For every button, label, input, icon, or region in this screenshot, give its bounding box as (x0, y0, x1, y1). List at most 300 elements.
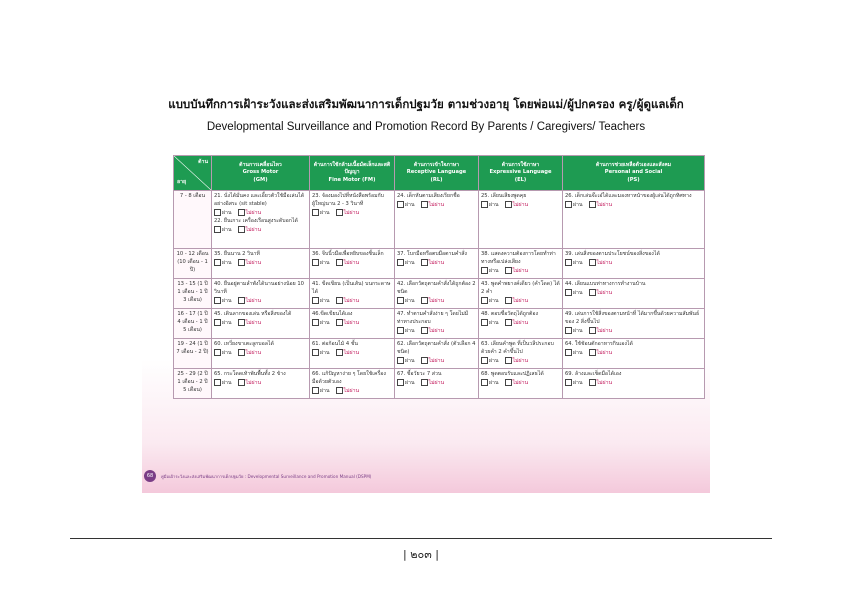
footer-text: คู่มือเฝ้าระวังและส่งเสริมพัฒนาการเด็กปฐมวัย : Developmental Surveillance and Promotion Manual (DSPM) (161, 473, 372, 479)
milestone-cell (395, 339, 479, 369)
pass-label: ผ่าน (573, 202, 583, 209)
pass-label: ผ่าน (405, 328, 415, 335)
milestone-cell (395, 309, 479, 339)
pass-checkbox[interactable] (312, 209, 319, 216)
corner-age-label: อายุ (177, 179, 187, 186)
milestone-text: 66. แก้ปัญหาง่าย ๆ โดยใช้เครื่องมือด้วยตัวเอง (312, 371, 386, 386)
milestone-text: 26. เด็กเล่นจ๊ะเอ๋ได้และมองหาหน้าของผู้เล่นได้ถูกทิศทาง (565, 193, 692, 199)
pass-label: ผ่าน (405, 358, 415, 365)
pass-fail-options (214, 319, 307, 327)
fail-label: ไม่ผ่าน (343, 298, 360, 305)
fail-option[interactable] (421, 298, 445, 304)
fail-option[interactable] (238, 210, 262, 216)
pass-fail-options (565, 259, 702, 267)
table-body (174, 191, 705, 399)
milestone-text: 67. ชี้อวัยวะ 7 ส่วน (397, 371, 442, 377)
fail-checkbox[interactable] (421, 201, 428, 208)
fail-option[interactable] (336, 260, 360, 266)
fail-label: ไม่ผ่าน (343, 210, 360, 217)
pass-label: ผ่าน (320, 210, 330, 217)
pass-fail-options (565, 379, 702, 387)
fail-option[interactable] (238, 380, 262, 386)
page-number: | ๒๐๓ | (403, 548, 439, 561)
pass-label: ผ่าน (489, 268, 499, 275)
fail-checkbox[interactable] (505, 267, 512, 274)
fail-checkbox[interactable] (238, 226, 245, 233)
pass-checkbox[interactable] (214, 209, 221, 216)
fail-option[interactable] (336, 388, 360, 394)
fail-checkbox[interactable] (238, 349, 245, 356)
fail-checkbox[interactable] (336, 349, 343, 356)
table-row (174, 309, 705, 339)
pass-label: ผ่าน (320, 260, 330, 267)
table-header-row (174, 156, 705, 191)
fail-option[interactable] (505, 358, 529, 364)
fail-label: ไม่ผ่าน (245, 320, 262, 327)
pass-fail-options (565, 289, 702, 297)
pass-fail-options (214, 379, 307, 387)
pass-option[interactable] (214, 298, 232, 304)
pass-label: ผ่าน (222, 380, 232, 387)
fail-checkbox[interactable] (589, 327, 596, 334)
pass-fail-options (565, 349, 702, 357)
title-thai: แบบบันทึกการเฝ้าระวังและส่งเสริมพัฒนาการเด็กปฐมวัย ตามช่วงอายุ โดยพ่อแม่/ผู้ปกครอง ครู/ผู้ดูแลเด็ก (168, 97, 684, 111)
fail-checkbox[interactable] (421, 357, 428, 364)
pass-label: ผ่าน (489, 298, 499, 305)
milestone-cell (479, 191, 563, 249)
pass-option[interactable] (214, 320, 232, 326)
milestone-text: 45. เดินลากของเล่น หรือสิ่งของได้ (214, 311, 292, 317)
fail-checkbox[interactable] (589, 289, 596, 296)
fail-label: ไม่ผ่าน (428, 380, 445, 387)
fail-option[interactable] (505, 298, 529, 304)
pass-option[interactable] (565, 380, 583, 386)
milestone-text: 36. จีบนิ้วมือเพื่อหยิบของชิ้นเล็ก (312, 251, 384, 257)
pass-fail-options (312, 319, 392, 327)
fail-checkbox[interactable] (336, 319, 343, 326)
pass-fail-options (397, 201, 476, 209)
milestone-cell (310, 279, 395, 309)
milestone-text: 48. ตอบชื่อวัตถุได้ถูกต้อง (481, 311, 539, 317)
fail-option[interactable] (421, 202, 445, 208)
milestone-cell (212, 191, 310, 249)
milestone-cell (212, 309, 310, 339)
column-header-ps (563, 156, 705, 191)
fail-label: ไม่ผ่าน (512, 380, 529, 387)
fail-label: ไม่ผ่าน (512, 298, 529, 305)
pass-label: ผ่าน (573, 290, 583, 297)
milestone-cell (479, 249, 563, 279)
pass-option[interactable] (312, 320, 330, 326)
pass-checkbox[interactable] (481, 297, 488, 304)
column-header-gm (212, 156, 310, 191)
milestone-cell (212, 339, 310, 369)
column-header-th: ด้านการเคลื่อนไหว (239, 161, 282, 168)
pass-option[interactable] (481, 358, 499, 364)
page-badge: 68 (144, 470, 156, 482)
pass-label: ผ่าน (222, 227, 232, 234)
pass-fail-options (565, 327, 702, 335)
pass-label: ผ่าน (489, 358, 499, 365)
column-header-en: Expressive Language (489, 169, 552, 176)
pass-option[interactable] (397, 260, 415, 266)
fail-checkbox[interactable] (421, 379, 428, 386)
milestone-cell (479, 279, 563, 309)
milestone-text: 39. เล่นสิ่งของตามประโยชน์ของสิ่งของได้ (565, 251, 660, 257)
fail-label: ไม่ผ่าน (343, 320, 360, 327)
fail-checkbox[interactable] (589, 201, 596, 208)
fail-label: ไม่ผ่าน (596, 202, 613, 209)
fail-label: ไม่ผ่าน (512, 202, 529, 209)
pass-checkbox[interactable] (214, 297, 221, 304)
fail-checkbox[interactable] (238, 259, 245, 266)
fail-label: ไม่ผ่าน (596, 328, 613, 335)
pass-checkbox[interactable] (481, 357, 488, 364)
fail-label: ไม่ผ่าน (245, 298, 262, 305)
fail-option[interactable] (505, 202, 529, 208)
footer-rule (70, 538, 772, 539)
fail-checkbox[interactable] (238, 319, 245, 326)
fail-option[interactable] (505, 320, 529, 326)
fail-checkbox[interactable] (505, 357, 512, 364)
pass-checkbox[interactable] (214, 379, 221, 386)
fail-checkbox[interactable] (505, 379, 512, 386)
fail-option[interactable] (238, 227, 262, 233)
pass-checkbox[interactable] (312, 319, 319, 326)
pass-checkbox[interactable] (565, 327, 572, 334)
fail-label: ไม่ผ่าน (512, 358, 529, 365)
milestone-text: 63. เลียนคำพูด ที่เป็นวลีประกอบด้วยคำ 2 คำขึ้นไป (481, 341, 554, 356)
pass-checkbox[interactable] (397, 297, 404, 304)
header-corner (174, 156, 212, 191)
pass-option[interactable] (214, 260, 232, 266)
fail-label: ไม่ผ่าน (428, 298, 445, 305)
pass-option[interactable] (565, 350, 583, 356)
fail-option[interactable] (589, 202, 613, 208)
pass-option[interactable] (214, 210, 232, 216)
scanned-figure (142, 75, 710, 493)
pass-label: ผ่าน (405, 260, 415, 267)
pass-label: ผ่าน (573, 328, 583, 335)
pass-checkbox[interactable] (312, 259, 319, 266)
fail-checkbox[interactable] (336, 259, 343, 266)
fail-checkbox[interactable] (336, 209, 343, 216)
fail-label: ไม่ผ่าน (596, 350, 613, 357)
pass-option[interactable] (481, 320, 499, 326)
milestone-text: 35. ยืนนาน 2 วินาที (214, 251, 260, 257)
pass-checkbox[interactable] (312, 297, 319, 304)
milestone-text: 21. นั่งได้มั่นคง และเอี้ยวตัวใช้มือเล่นได้อย่างอิสระ (sit stable) (214, 193, 305, 208)
pass-option[interactable] (214, 380, 232, 386)
fail-checkbox[interactable] (421, 327, 428, 334)
pass-label: ผ่าน (405, 298, 415, 305)
column-header-en: Receptive Language (406, 169, 467, 176)
pass-fail-options (312, 349, 392, 357)
pass-fail-options (397, 297, 476, 305)
milestone-text: 62. เลือกวัตถุตามคำสั่ง (ตัวเลือก 4 ชนิด) (397, 341, 476, 356)
column-header-th: ด้านการใช้ภาษา (501, 161, 540, 168)
fail-label: ไม่ผ่าน (596, 290, 613, 297)
fail-checkbox[interactable] (505, 297, 512, 304)
fail-option[interactable] (589, 260, 613, 266)
fail-label: ไม่ผ่าน (245, 210, 262, 217)
column-header-abbr: (PS) (627, 176, 640, 183)
column-header-en: Gross Motor (242, 169, 279, 176)
pass-option[interactable] (565, 290, 583, 296)
column-header-el (479, 156, 563, 191)
fail-checkbox[interactable] (238, 379, 245, 386)
pass-checkbox[interactable] (481, 201, 488, 208)
pass-checkbox[interactable] (565, 259, 572, 266)
pass-checkbox[interactable] (565, 201, 572, 208)
pass-label: ผ่าน (405, 380, 415, 387)
milestone-cell (310, 369, 395, 399)
column-header-fm (310, 156, 395, 191)
milestone-text: 25. เลียนเสียงพูดคุย (481, 193, 527, 199)
pass-checkbox[interactable] (565, 349, 572, 356)
fail-option[interactable] (336, 298, 360, 304)
fail-checkbox[interactable] (336, 297, 343, 304)
fail-label: ไม่ผ่าน (512, 268, 529, 275)
fail-checkbox[interactable] (505, 319, 512, 326)
fail-label: ไม่ผ่าน (245, 350, 262, 357)
pass-fail-options (397, 259, 476, 267)
pass-option[interactable] (565, 202, 583, 208)
fail-label: ไม่ผ่าน (428, 260, 445, 267)
pass-option[interactable] (214, 227, 232, 233)
pass-fail-options (214, 226, 307, 234)
fail-checkbox[interactable] (238, 297, 245, 304)
fail-checkbox[interactable] (589, 349, 596, 356)
title-english: Developmental Surveillance and Promotion Record By Parents / Caregivers/ Teachers (206, 121, 646, 133)
age-range-cell: 7 - 8 เดือน (174, 191, 212, 249)
fail-label: ไม่ผ่าน (245, 227, 262, 234)
pass-fail-options (214, 259, 307, 267)
pass-option[interactable] (312, 350, 330, 356)
fail-label: ไม่ผ่าน (343, 350, 360, 357)
column-header-en: Personal and Social (604, 169, 663, 176)
pass-checkbox[interactable] (397, 259, 404, 266)
pass-checkbox[interactable] (397, 379, 404, 386)
column-header-rl (395, 156, 479, 191)
fail-option[interactable] (589, 328, 613, 334)
fail-option[interactable] (238, 298, 262, 304)
surveillance-record-table (173, 155, 705, 399)
milestone-text: 37. โบกมือหรือตบมือตามคำสั่ง (397, 251, 467, 257)
fail-option[interactable] (505, 268, 529, 274)
milestone-cell (310, 191, 395, 249)
pass-option[interactable] (312, 388, 330, 394)
pass-label: ผ่าน (222, 320, 232, 327)
pass-fail-options (397, 327, 476, 335)
pass-fail-options (214, 209, 307, 217)
fail-option[interactable] (238, 260, 262, 266)
milestone-text: 60. เหวี่ยงขาเตะลูกบอลได้ (214, 341, 274, 347)
pass-checkbox[interactable] (214, 226, 221, 233)
pass-checkbox[interactable] (214, 349, 221, 356)
fail-option[interactable] (589, 380, 613, 386)
table-row (174, 339, 705, 369)
pass-checkbox[interactable] (481, 267, 488, 274)
fail-checkbox[interactable] (336, 387, 343, 394)
fail-checkbox[interactable] (421, 297, 428, 304)
pass-option[interactable] (481, 298, 499, 304)
pass-label: ผ่าน (573, 350, 583, 357)
milestone-cell (395, 279, 479, 309)
table-row (174, 191, 705, 249)
pass-label: ผ่าน (320, 320, 330, 327)
pass-label: ผ่าน (320, 298, 330, 305)
milestone-cell (395, 249, 479, 279)
table-row (174, 249, 705, 279)
table-row (174, 279, 705, 309)
fail-label: ไม่ผ่าน (512, 320, 529, 327)
pass-option[interactable] (312, 260, 330, 266)
pass-label: ผ่าน (573, 260, 583, 267)
fail-option[interactable] (336, 320, 360, 326)
pass-option[interactable] (214, 350, 232, 356)
fail-checkbox[interactable] (421, 259, 428, 266)
pass-checkbox[interactable] (397, 357, 404, 364)
pass-option[interactable] (481, 268, 499, 274)
pass-label: ผ่าน (222, 210, 232, 217)
pass-fail-options (397, 379, 476, 387)
milestone-text: 38. แสดงความต้องการโดยทำท่าทางหรือเปล่งเสียง (481, 251, 556, 266)
pass-checkbox[interactable] (312, 349, 319, 356)
milestone-text: 69. ล้างและเช็ดมือได้เอง (565, 371, 622, 377)
milestone-text: 41. ขีดเขียน (เป็นเส้น) บนกระดาษได้ (312, 281, 391, 296)
milestone-text: 65. กระโดดเท้าพ้นพื้นทั้ง 2 ข้าง (214, 371, 286, 377)
milestone-cell (563, 249, 705, 279)
fail-checkbox[interactable] (505, 201, 512, 208)
milestone-text: 44. เลียนแบบท่าทางการทำงานบ้าน (565, 281, 646, 287)
pass-checkbox[interactable] (312, 387, 319, 394)
fail-option[interactable] (238, 350, 262, 356)
pass-option[interactable] (397, 358, 415, 364)
pass-fail-options (214, 349, 307, 357)
fail-label: ไม่ผ่าน (343, 388, 360, 395)
fail-option[interactable] (505, 380, 529, 386)
column-header-th: ด้านการช่วยเหลือตัวเองและสังคม (595, 161, 672, 168)
pass-fail-options (565, 201, 702, 209)
manual-footer (144, 470, 371, 482)
fail-option[interactable] (589, 350, 613, 356)
fail-label: ไม่ผ่าน (596, 380, 613, 387)
column-header-th: ด้านการเข้าใจภาษา (413, 161, 460, 168)
milestone-cell (310, 249, 395, 279)
pass-fail-options (481, 267, 560, 275)
pass-option[interactable] (397, 328, 415, 334)
milestone-text: 22. ยืนเกาะ เครื่องเรือนสูงระดับอกได้ (214, 218, 298, 225)
milestone-text: 23. จ้องมองไปที่หนังสือพร้อมกับผู้ใหญ่นาน 2 - 3 วินาที (312, 193, 384, 208)
milestone-cell (310, 309, 395, 339)
fail-checkbox[interactable] (238, 209, 245, 216)
pass-option[interactable] (397, 380, 415, 386)
fail-option[interactable] (589, 290, 613, 296)
age-range-cell: 13 - 15 (1 ปี 1 เดือน - 1 ปี 3 เดือน) (174, 279, 212, 309)
pass-checkbox[interactable] (397, 327, 404, 334)
pass-fail-options (481, 319, 560, 327)
pass-option[interactable] (565, 328, 583, 334)
fail-option[interactable] (336, 350, 360, 356)
milestone-text: 64. ใช้ช้อนตักอาหารกินเองได้ (565, 341, 633, 347)
milestone-cell (310, 339, 395, 369)
age-range-cell: 16 - 17 (1 ปี 4 เดือน - 1 ปี 5 เดือน) (174, 309, 212, 339)
milestone-text: 47. ทำตามคำสั่งง่าย ๆ โดยไม่มีท่าทางประกอบ (397, 311, 469, 326)
pass-label: ผ่าน (573, 380, 583, 387)
pass-option[interactable] (312, 298, 330, 304)
age-range-cell: 25 - 29 (2 ปี 1 เดือน - 2 ปี 5 เดือน) (174, 369, 212, 399)
pass-option[interactable] (565, 260, 583, 266)
column-header-abbr: (EL) (514, 176, 527, 183)
pass-checkbox[interactable] (565, 379, 572, 386)
milestone-text: 24. เด็กหันตามเสียงเรียกชื่อ (397, 193, 460, 199)
fail-option[interactable] (336, 210, 360, 216)
fail-option[interactable] (421, 358, 445, 364)
pass-checkbox[interactable] (214, 319, 221, 326)
fail-option[interactable] (421, 380, 445, 386)
pass-checkbox[interactable] (481, 379, 488, 386)
milestone-cell (212, 249, 310, 279)
pass-checkbox[interactable] (565, 289, 572, 296)
fail-checkbox[interactable] (589, 259, 596, 266)
pass-option[interactable] (481, 202, 499, 208)
pass-fail-options (481, 297, 560, 305)
fail-label: ไม่ผ่าน (428, 202, 445, 209)
milestone-text: 68. พูดตอบรับและปฏิเสธได้ (481, 371, 544, 377)
fail-label: ไม่ผ่าน (428, 358, 445, 365)
pass-option[interactable] (397, 298, 415, 304)
pass-label: ผ่าน (222, 298, 232, 305)
pass-checkbox[interactable] (481, 319, 488, 326)
pass-checkbox[interactable] (397, 201, 404, 208)
pass-fail-options (312, 387, 392, 395)
fail-option[interactable] (421, 328, 445, 334)
milestone-cell (212, 369, 310, 399)
milestone-cell (479, 369, 563, 399)
pass-fail-options (397, 357, 476, 365)
milestone-text: 46.ขีดเขียนได้เอง (312, 311, 353, 317)
fail-checkbox[interactable] (589, 379, 596, 386)
pass-option[interactable] (481, 380, 499, 386)
milestone-cell (563, 339, 705, 369)
age-range-cell: 10 - 12 เดือน (10 เดือน - 1 ปี) (174, 249, 212, 279)
milestone-cell (395, 369, 479, 399)
pass-label: ผ่าน (489, 380, 499, 387)
column-header-en: Fine Motor (FM) (328, 176, 376, 183)
pass-option[interactable] (312, 210, 330, 216)
corner-domain-label: ด้าน (198, 159, 208, 165)
fail-option[interactable] (238, 320, 262, 326)
pass-label: ผ่าน (222, 350, 232, 357)
pass-fail-options (481, 379, 560, 387)
pass-checkbox[interactable] (214, 259, 221, 266)
milestone-cell (563, 369, 705, 399)
fail-option[interactable] (421, 260, 445, 266)
milestone-text: 42. เลือกวัตถุตามคำสั่งได้ถูกต้อง 2 ชนิด (397, 281, 476, 296)
pass-fail-options (312, 209, 392, 217)
fail-label: ไม่ผ่าน (245, 380, 262, 387)
fail-label: ไม่ผ่าน (343, 260, 360, 267)
column-header-abbr: (GM) (253, 176, 268, 183)
pass-fail-options (312, 297, 392, 305)
pass-option[interactable] (397, 202, 415, 208)
milestone-cell (563, 191, 705, 249)
milestone-text: 40. ยืนอยู่ตามลำพังได้นานอย่างน้อย 10 วินาที (214, 281, 304, 296)
pass-fail-options (481, 201, 560, 209)
milestone-cell (479, 339, 563, 369)
age-range-cell: 19 - 24 (1 ปี 7 เดือน - 2 ปี) (174, 339, 212, 369)
